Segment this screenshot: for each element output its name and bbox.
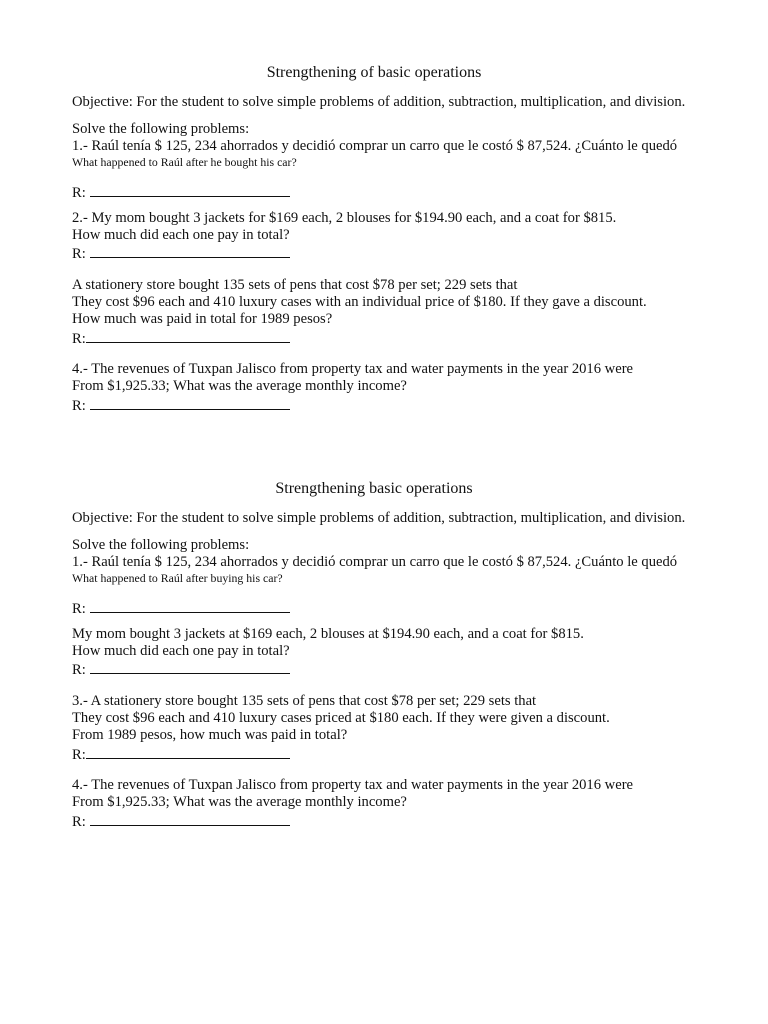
answer-label: R: <box>72 398 86 414</box>
problem-2-question: How much did each one pay in total? <box>72 227 290 243</box>
answer-blank[interactable] <box>86 744 290 759</box>
instruction-text: Solve the following problems: <box>72 537 250 553</box>
answer-line-1[interactable] <box>72 598 290 618</box>
problem-4-text: 4.- The revenues of Tuxpan Jalisco from property tax and water payments in the year 2016 were <box>72 361 634 377</box>
answer-label: R: <box>72 185 86 201</box>
answer-label: R: <box>72 331 86 347</box>
problem-1-subtext: What happened to Raúl after buying his car? <box>72 571 283 585</box>
answer-label: R: <box>72 814 86 830</box>
problem-1-subtext: What happened to Raúl after he bought his car? <box>72 155 297 169</box>
problem-4-question: From $1,925.33; What was the average monthly income? <box>72 378 407 394</box>
problem-4-question: From $1,925.33; What was the average monthly income? <box>72 794 407 810</box>
problem-3-text: A stationery store bought 135 sets of pens that cost $78 per set; 229 sets that <box>72 277 518 293</box>
answer-label: R: <box>72 747 86 763</box>
worksheet-title: Strengthening basic operations <box>275 480 473 497</box>
answer-blank[interactable] <box>90 182 290 197</box>
problem-3-text: 3.- A stationery store bought 135 sets of pens that cost $78 per set; 229 sets that <box>72 693 537 709</box>
answer-label: R: <box>72 662 86 678</box>
instruction-text: Solve the following problems: <box>72 121 250 137</box>
worksheet-title: Strengthening of basic operations <box>266 64 482 81</box>
answer-blank[interactable] <box>90 659 290 674</box>
problem-2-text: 2.- My mom bought 3 jackets for $169 each, 2 blouses for $194.90 each, and a coat for $815. <box>72 210 617 226</box>
objective-text: Objective: For the student to solve simple problems of addition, subtraction, multiplication, and division. <box>72 94 686 110</box>
answer-line-2[interactable] <box>72 659 290 679</box>
problem-3-question: From 1989 pesos, how much was paid in total? <box>72 727 348 743</box>
problem-1-text: 1.- Raúl tenía $ 125, 234 ahorrados y decidió comprar un carro que le costó $ 87,524. ¿Cuánto le quedó <box>72 138 678 154</box>
objective-text: Objective: For the student to solve simple problems of addition, subtraction, multiplication, and division. <box>72 510 686 526</box>
answer-line-3[interactable] <box>72 744 290 764</box>
answer-line-1[interactable] <box>72 182 290 202</box>
answer-blank[interactable] <box>86 328 290 343</box>
answer-line-4[interactable] <box>72 811 290 831</box>
problem-2-text: My mom bought 3 jackets at $169 each, 2 blouses at $194.90 each, and a coat for $815. <box>72 626 584 642</box>
answer-label: R: <box>72 601 86 617</box>
problem-3-question: How much was paid in total for 1989 pesos? <box>72 311 333 327</box>
problem-3-text-2: They cost $96 each and 410 luxury cases with an individual price of $180. If they gave a discount. <box>72 294 647 310</box>
problem-2-question: How much did each one pay in total? <box>72 643 290 659</box>
answer-line-3[interactable] <box>72 328 290 348</box>
answer-label: R: <box>72 246 86 262</box>
answer-blank[interactable] <box>90 395 290 410</box>
problem-3-text-2: They cost $96 each and 410 luxury cases priced at $180 each. If they were given a discount. <box>72 710 610 726</box>
problem-1-text: 1.- Raúl tenía $ 125, 234 ahorrados y decidió comprar un carro que le costó $ 87,524. ¿Cuánto le quedó <box>72 554 678 570</box>
answer-line-2[interactable] <box>72 243 290 263</box>
answer-blank[interactable] <box>90 598 290 613</box>
answer-line-4[interactable] <box>72 395 290 415</box>
answer-blank[interactable] <box>90 811 290 826</box>
answer-blank[interactable] <box>90 243 290 258</box>
problem-4-text: 4.- The revenues of Tuxpan Jalisco from property tax and water payments in the year 2016 were <box>72 777 634 793</box>
